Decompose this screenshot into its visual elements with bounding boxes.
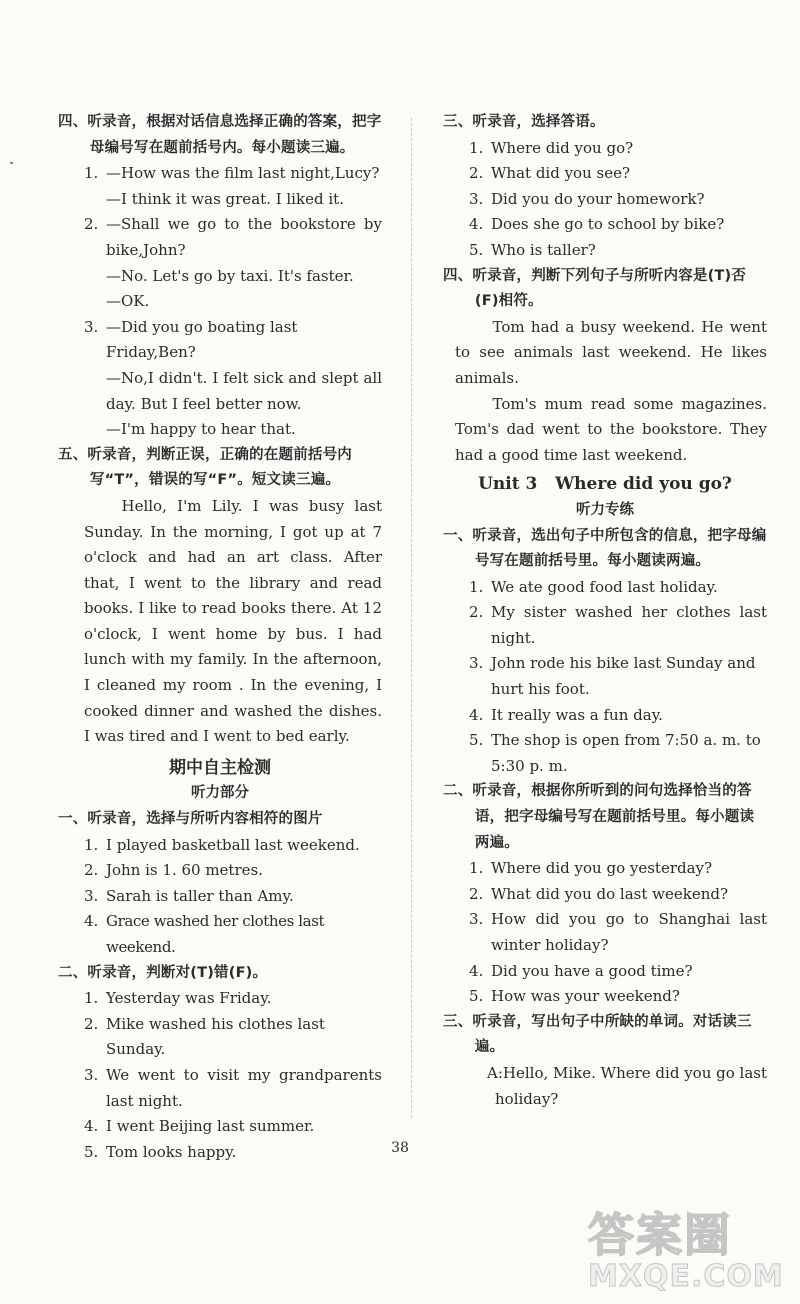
list-item: 1. I played basketball last weekend. [84, 835, 360, 854]
left-column [58, 110, 382, 1165]
section-5-heading: 五、听录音，判断正误，正确的在题前括号内写“T”，错误的写“F”。短文读三遍。 [58, 446, 352, 489]
dialogue-line: —I think it was great. I liked it. [106, 189, 344, 208]
list-item: 1. —How was the film last night,Lucy? [84, 164, 380, 183]
unit-title: Unit 3 Where did you go? [478, 474, 732, 495]
list-item: 3. How did you go to Shanghai last winter holiday? [469, 910, 767, 954]
list-item: 2. What did you see? [469, 164, 631, 183]
list-item: 4. Does she go to school by bike? [469, 215, 725, 234]
speck [10, 162, 13, 164]
section-4-heading: 四、听录音，判断下列句子与所听内容是(T)否(F)相符。 [443, 267, 747, 310]
list-item: 4. Grace washed her clothes last weekend. [84, 912, 325, 956]
list-item: 2. What did you do last weekend? [469, 884, 729, 903]
list-item: 5. How was your weekend? [469, 987, 680, 1006]
page-number: 38 [391, 1140, 409, 1156]
dialogue-line: —I'm happy to hear that. [106, 420, 296, 439]
list-item: 4. I went Beijing last summer. [84, 1117, 315, 1136]
list-item: 5. Who is taller? [469, 240, 596, 259]
list-item: 1. Yesterday was Friday. [84, 989, 272, 1008]
list-item: 4. Did you have a good time? [469, 961, 693, 980]
dialogue-line: —No,I didn't. I felt sick and slept all day. But I feel better now. [106, 368, 382, 413]
unit-section-2-heading: 二、听录音，根据你所听到的问句选择恰当的答语，把字母编号写在题前括号里。每小题读两遍。 [443, 783, 755, 851]
list-item: 3. Did you do your homework? [469, 189, 705, 208]
passage: Tom had a busy weekend. He went to see animals last weekend. He likes animals. [455, 317, 767, 387]
midterm-section-2-heading: 二、听录音，判断对(T)错(F)。 [58, 964, 268, 981]
list-item: 5. The shop is open from 7:50 a. m. to 5:30 p. m. [469, 731, 761, 775]
midterm-section-1-heading: 一、听录音，选择与所听内容相符的图片 [58, 811, 323, 828]
section-3-heading: 三、听录音，选择答语。 [443, 114, 605, 130]
list-item: 1. Where did you go? [469, 138, 634, 157]
list-item: 1. We ate good food last holiday. [469, 577, 718, 596]
list-item: 2. John is 1. 60 metres. [84, 861, 263, 880]
section-4-heading: 四、听录音，根据对话信息选择正确的答案，把字母编号写在题前括号内。每小题读三遍。 [58, 114, 382, 156]
unit-section-3-heading: 三、听录音，写出句子中所缺的单词。对话读三遍。 [443, 1013, 752, 1056]
unit-section-1-heading: 一、听录音，选出句子中所包含的信息，把字母编号写在题前括号里。每小题读两遍。 [443, 527, 767, 570]
watermark-url: MXQE.COM [588, 1259, 784, 1294]
list-item: 4. It really was a fun day. [469, 705, 663, 724]
list-item: 3. John rode his bike last Sunday and hurt his foot. [469, 654, 756, 699]
list-item: 2. My sister washed her clothes last night. [469, 603, 767, 647]
dialogue-line: —No. Let's go by taxi. It's faster. [106, 266, 354, 285]
unit-subtitle: 听力专练 [576, 501, 634, 518]
list-item: 5. Tom looks happy. [84, 1142, 237, 1161]
listening-subtitle: 听力部分 [191, 785, 249, 802]
list-item: 1. Where did you go yesterday? [469, 859, 713, 878]
midterm-title: 期中自主检测 [169, 757, 271, 778]
dialogue-line: A:Hello, Mike. Where did you go last holiday? [487, 1063, 768, 1108]
passage: Hello, I'm Lily. I was busy last Sunday. In the morning, I got up at 7 o'clock and had an art class. After that, I went to the library and read books. I like to read books there. At 12 o'clock, I went home by bus. I had lunch with my family. In the afternoon, I cleaned my room . In the evening, I cooked dinner and washed the dishes. I was tired and I went to bed early. [84, 496, 382, 746]
list-item: 3. —Did you go boating last Friday,Ben? [84, 317, 298, 362]
right-column [443, 110, 767, 1112]
passage: Tom's mum read some magazines. Tom's dad went to the bookstore. They had a good time last weekend. [455, 394, 767, 464]
list-item: 3. We went to visit my grandparents last night. [84, 1065, 382, 1110]
watermark-logo-text: 答案圈 [588, 1208, 732, 1262]
list-item: 3. Sarah is taller than Amy. [84, 886, 294, 905]
list-item: 2. —Shall we go to the bookstore by bike,John? [84, 215, 382, 259]
watermark-logo [588, 1199, 784, 1294]
dialogue-line: —OK. [106, 292, 150, 311]
list-item: 2. Mike washed his clothes last Sunday. [84, 1014, 325, 1059]
column-divider [411, 118, 412, 1118]
